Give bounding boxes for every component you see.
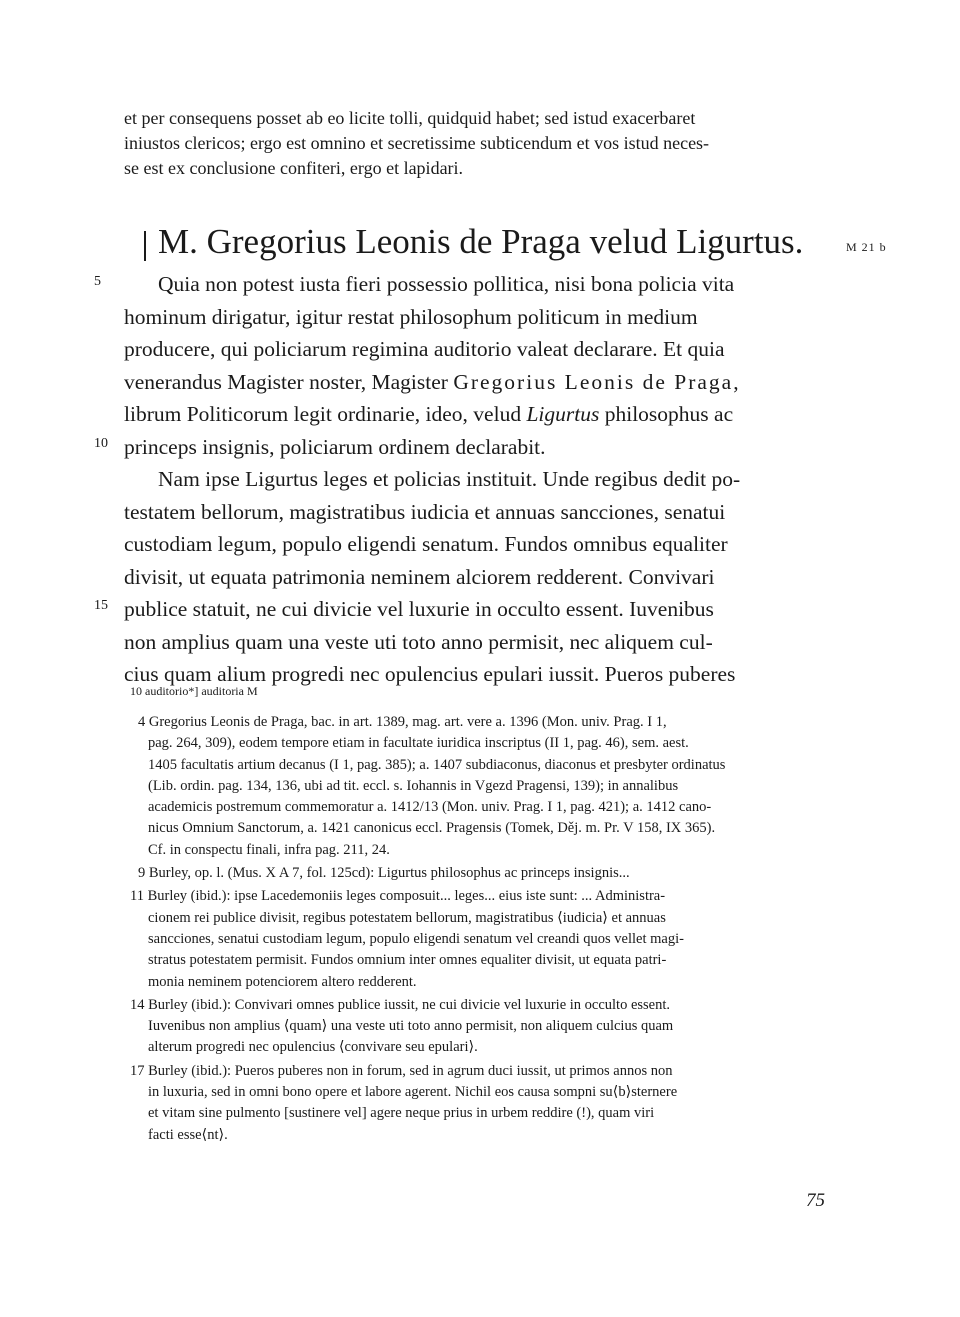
text-line: et per consequens posset ab eo licite tolli, quidquid habet; sed istud exacerbaret <box>124 108 696 128</box>
text-line <box>124 366 840 399</box>
note-line: 4 Gregorius Leonis de Praga, bac. in art. 1389, mag. art. vere a. 1396 (Mon. univ. Prag. I 1, <box>138 714 667 730</box>
page-number: 75 <box>806 1190 825 1211</box>
note-line: alterum progredi nec opulencius ⟨convivare seu epulari⟩. <box>148 1039 478 1056</box>
text-line: cius quam alium progredi nec opulencius epulari iussit. Pueros puberes <box>124 662 736 686</box>
footnotes <box>130 712 836 1148</box>
italic-name: Ligurtus <box>526 402 600 426</box>
note-line: pag. 264, 309), eodem tempore etiam in facultate iuridica inscriptus (II 1, pag. 46), sem. aest. <box>148 735 689 752</box>
note-line: sancciones, senatui custodiam legum, populo eligendi senatum vel creandi quos vellet magi- <box>148 930 684 947</box>
margin-reference: M 21 b <box>846 240 887 254</box>
text-line: se est ex conclusione confiteri, ergo et lapidari. <box>124 158 464 178</box>
footnote-4 <box>130 712 836 861</box>
note-line: academicis postremum commemoratur a. 1412/13 (Mon. univ. Prag. I 1, pag. 421); a. 1412 cano- <box>148 799 712 816</box>
text-line: princeps insignis, policiarum ordinem declarabit. <box>124 434 546 459</box>
text-line: Quia non potest iusta fieri possessio pollitica, nisi bona policia vita <box>158 272 735 296</box>
footnote-9 <box>130 863 836 884</box>
footnote-14 <box>130 995 836 1059</box>
note-line: Cf. in conspectu finali, infra pag. 211, 24. <box>148 841 390 858</box>
text-line: divisit, ut equata patrimonia neminem alciorem redderent. Convivari <box>124 564 715 589</box>
text-line: publice statuit, ne cui divicie vel luxurie in occulto essent. Iuvenibus <box>124 597 714 621</box>
note-line: 14 Burley (ibid.): Convivari omnes publice iussit, ne cui divicie vel luxurie in occulto essent. <box>130 996 671 1013</box>
note-line: monia neminem potenciorem altero redderent. <box>148 973 417 990</box>
note-line: cionem rei publice divisit, regibus potestatem bellorum, magistratibus ⟨iudicia⟩ et annuas <box>148 909 666 926</box>
note-line: 17 Burley (ibid.): Pueros puberes non in forum, sed in agrum duci iussit, ut primos annos non <box>130 1062 673 1079</box>
text-line <box>124 398 840 431</box>
margin-bar <box>144 231 146 261</box>
note-line: (Lib. ordin. pag. 134, 136, ubi ad tit. eccl. s. Iohannis in Vgezd Pragensi, 139); in annalibus <box>148 777 679 794</box>
text-line: testatem bellorum, magistratibus iudicia et annuas sancciones, senatui <box>124 499 726 524</box>
main-text <box>124 268 840 691</box>
note-line: 9 Burley, op. l. (Mus. X A 7, fol. 125cd): Ligurtus philosophus ac princeps insignis... <box>138 865 630 882</box>
note-line: Iuvenibus non amplius ⟨quam⟩ una veste uti toto anno permisit, non aliquem culcius quam <box>148 1018 674 1035</box>
note-line: 11 Burley (ibid.): ipse Lacedemoniis leges composuit... leges... eius iste sunt: ... Administra- <box>130 888 666 905</box>
text-line: Nam ipse Ligurtus leges et policias instituit. Unde regibus dedit po- <box>158 467 741 491</box>
line-number: 10 <box>94 436 108 451</box>
text-line: hominum dirigatur, igitur restat philosophum politicum in medium <box>124 304 698 329</box>
footnote-17 <box>130 1061 836 1146</box>
text-line: custodiam legum, populo eligendi senatum. Fundos omnibus equaliter <box>124 532 728 556</box>
note-line: nicus Omnium Sanctorum, a. 1421 canonicus eccl. Pragensis (Tomek, Děj. m. Pr. V 158, IX 365). <box>148 820 716 837</box>
spaced-name: Gregorius Leonis de Praga, <box>453 369 741 394</box>
line-number: 15 <box>94 598 108 613</box>
intro-paragraph <box>124 106 836 181</box>
text-segment: philosophus ac <box>599 402 734 426</box>
text-line: non amplius quam una veste uti toto anno permisit, nec aliquem cul- <box>124 629 713 654</box>
text-segment: librum Politicorum legit ordinarie, ideo, velud <box>124 402 527 426</box>
footnote-11 <box>130 886 836 992</box>
note-line: in luxuria, sed in omni bono opere et labore agerent. Nichil eos causa sompni su⟨b⟩sternere <box>148 1084 678 1101</box>
text-segment: venerandus Magister noster, Magister <box>124 369 454 394</box>
note-line: et vitam sine pulmento [sustinere vel] agere neque prius in urbem reddire (!), quam viri <box>148 1105 655 1122</box>
text-line: producere, qui policiarum regimina auditorio valeat declarare. Et quia <box>124 337 725 361</box>
section-heading: M. Gregorius Leonis de Praga velud Ligurtus. <box>158 222 804 261</box>
note-line: facti esse⟨nt⟩. <box>148 1126 228 1143</box>
text-line: iniustos clericos; ergo est omnino et secretissime subticendum et vos istud neces- <box>124 133 710 153</box>
line-number: 5 <box>94 274 101 289</box>
note-line: stratus potestatem permisit. Fundos omnium inter omnes equaliter divisit, ut equata patri- <box>148 952 667 969</box>
note-line: 1405 facultatis artium decanus (I 1, pag. 385); a. 1407 subdiaconus, diaconus et presbyter ordinatus <box>148 756 726 773</box>
critical-apparatus: 10 auditorio*] auditoria M <box>130 684 258 698</box>
